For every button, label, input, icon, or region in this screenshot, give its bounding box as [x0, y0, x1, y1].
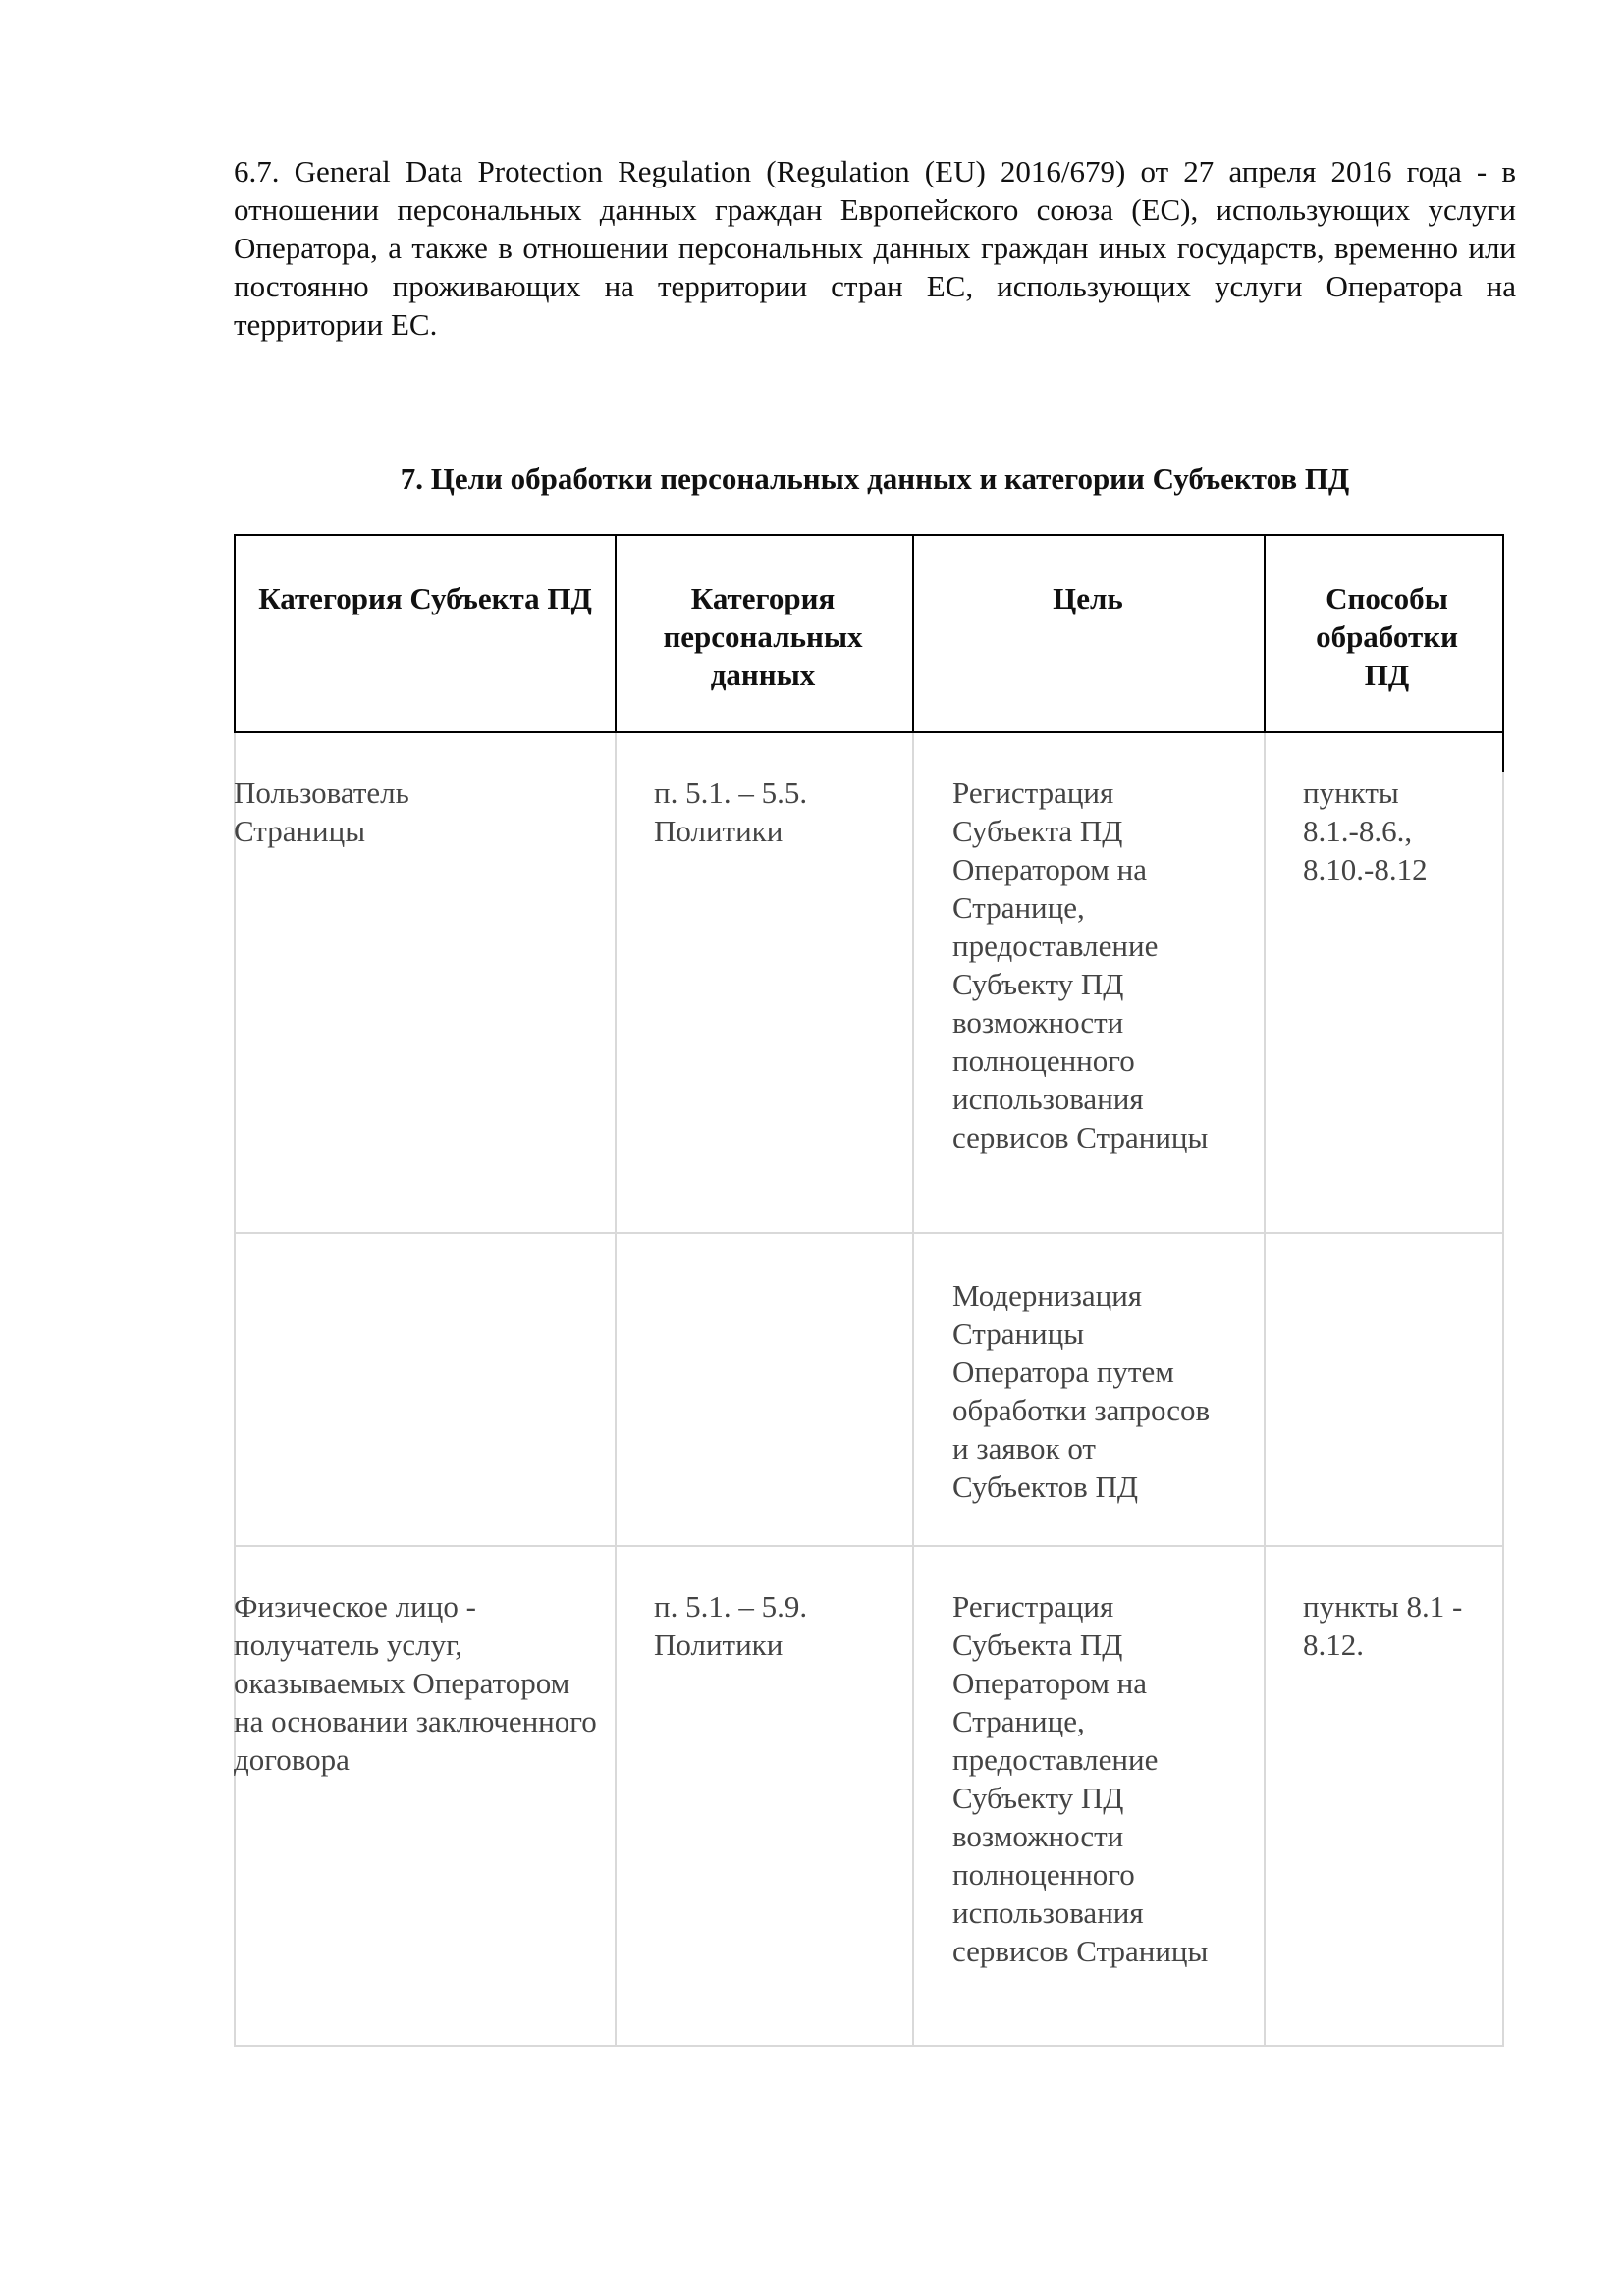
header-data-category: Категория персональных данных: [663, 581, 863, 692]
table-border: [912, 534, 914, 733]
header-methods: Способы обработки ПД: [1316, 581, 1458, 692]
row3-data-category: п. 5.1. – 5.9. Политики: [654, 1589, 808, 1662]
header-subject-category: Категория Субъекта ПД: [258, 581, 592, 615]
table-border: [234, 733, 236, 2047]
table-border: [234, 1545, 1504, 1547]
table-border: [234, 1232, 1504, 1234]
table-border: [912, 733, 914, 2047]
table-border: [234, 534, 236, 733]
table-border: [1502, 772, 1504, 2047]
table-border: [234, 731, 1504, 733]
table-border: [1264, 733, 1266, 2047]
table-border: [234, 2045, 1504, 2047]
row3-subject: Физическое лицо - получатель услуг, оказываемых Оператором на основании заключенного договора: [234, 1589, 597, 1777]
table-border: [234, 534, 1504, 536]
row3-purpose: Регистрация Субъекта ПД Оператором на Странице, предоставление Субъекту ПД возможности полноценного использования сервисов Страницы: [952, 1589, 1209, 1968]
paragraph-6-7: 6.7. General Data Protection Regulation (Regulation (EU) 2016/679) от 27 апреля 2016 года - в отношении персональных данных граждан Европейского союза (ЕС), использующих услуги Оператора, а также в отношении персональных данных граждан иных государств, временно или постоянно проживающих на территории стран ЕС, использующих услуги Оператора на территории ЕС.: [234, 154, 1516, 342]
table-border: [615, 534, 617, 733]
table-border: [1264, 534, 1266, 733]
section-title: 7. Цели обработки персональных данных и категории Субъектов ПД: [400, 461, 1350, 496]
row1-subject: Пользователь Страницы: [234, 775, 409, 848]
table-border: [1502, 534, 1504, 772]
row1-methods: пункты 8.1.-8.6., 8.10.-8.12: [1303, 775, 1428, 886]
row1-purpose: Регистрация Субъекта ПД Оператором на Странице, предоставление Субъекту ПД возможности полноценного использования сервисов Страницы: [952, 775, 1209, 1154]
header-purpose: Цель: [1053, 581, 1123, 615]
row3-methods: пункты 8.1 - 8.12.: [1303, 1589, 1463, 1662]
row2-purpose: Модернизация Страницы Оператора путем обработки запросов и заявок от Субъектов ПД: [952, 1278, 1211, 1504]
table-border: [615, 733, 617, 2047]
row1-data-category: п. 5.1. – 5.5. Политики: [654, 775, 808, 848]
